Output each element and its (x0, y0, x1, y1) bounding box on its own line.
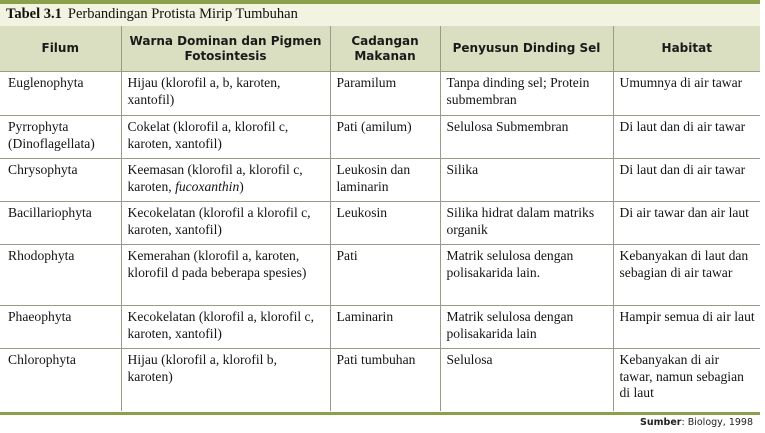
cell-filum: Pyrrophyta (Dinoflagellata) (0, 116, 121, 159)
header-filum: Filum (0, 26, 121, 72)
cell-dinding: Matrik selulosa dengan polisakarida lain. (440, 245, 613, 306)
table-row (0, 202, 760, 245)
protista-table (0, 26, 760, 411)
header-row (0, 26, 760, 72)
cell-cadangan: Pati (330, 245, 440, 306)
cell-cadangan: Pati (amilum) (330, 116, 440, 159)
header-habitat: Habitat (613, 26, 760, 72)
source-text: : Biology, 1998 (681, 417, 753, 428)
cell-warna: Hijau (klorofil a, b, karoten, xantofil) (121, 72, 330, 116)
cell-habitat: Di air tawar dan air laut (613, 202, 760, 245)
cell-dinding: Selulosa Submembran (440, 116, 613, 159)
cell-cadangan: Pati tumbuhan (330, 349, 440, 411)
cell-warna-text: Keemasan (klorofil a, klorofil c, karoten, (127, 162, 303, 194)
cell-habitat: Di laut dan di air tawar (613, 159, 760, 202)
cell-habitat: Di laut dan di air tawar (613, 116, 760, 159)
cell-warna (121, 159, 330, 202)
table-bottom-rule (0, 412, 760, 415)
cell-warna: Kecokelatan (klorofil a, klorofil c, karoten, xantofil) (121, 306, 330, 349)
cell-filum: Euglenophyta (8, 75, 84, 90)
cell-warna: Hijau (klorofil a, klorofil b, karoten) (121, 349, 330, 411)
cell-habitat: Kebanyakan di air tawar, namun sebagian di laut (613, 349, 760, 411)
cell-dinding: Selulosa (440, 349, 613, 411)
cell-habitat: Umumnya di air tawar (613, 72, 760, 116)
cell-filum: Phaeophyta (0, 306, 121, 349)
cell-filum: Bacillariophyta (0, 202, 121, 245)
cell-warna: Kemerahan (klorofil a, karoten, klorofil d pada beberapa spesies) (121, 245, 330, 306)
table-row (0, 306, 760, 349)
table-row (0, 72, 760, 116)
table-row (0, 245, 760, 306)
cell-dinding: Silika (440, 159, 613, 202)
cell-dinding: Silika hidrat dalam matriks organik (440, 202, 613, 245)
caption-label: Tabel 3.1 (6, 6, 62, 22)
header-dinding: Penyusun Dinding Sel (440, 26, 613, 72)
table-row (0, 159, 760, 202)
cell-warna: Cokelat (klorofil a, klorofil c, karoten, xantofil) (121, 116, 330, 159)
table-row (0, 349, 760, 411)
table-caption (0, 0, 760, 26)
cell-habitat: Hampir semua di air laut (613, 306, 760, 349)
source-note (640, 417, 753, 428)
header-cadangan: Cadangan Makanan (330, 26, 440, 72)
cell-filum: Chlorophyta (0, 349, 121, 411)
cell-habitat: Kebanyakan di laut dan sebagian di air tawar (613, 245, 760, 306)
table-row (0, 116, 760, 159)
cell-dinding: Matrik selulosa dengan polisakarida lain (440, 306, 613, 349)
cell-warna: Kecokelatan (klorofil a klorofil c, karoten, xantofil) (121, 202, 330, 245)
cell-filum: Chrysophyta (0, 159, 121, 202)
cell-warna-close: ) (239, 178, 244, 194)
source-label: Sumber (640, 417, 682, 428)
cell-cadangan: Leukosin dan laminarin (330, 159, 440, 202)
cell-filum: Rhodophyta (0, 245, 121, 306)
caption-title: Perbandingan Protista Mirip Tumbuhan (67, 6, 298, 22)
cell-warna-italic: fucoxanthin (175, 178, 240, 194)
header-warna: Warna Dominan dan Pigmen Fotosintesis (121, 26, 330, 72)
cell-dinding: Tanpa dinding sel; Protein submembran (440, 72, 613, 116)
cell-cadangan: Paramilum (330, 72, 440, 116)
cell-cadangan: Leukosin (330, 202, 440, 245)
cell-cadangan: Laminarin (330, 306, 440, 349)
